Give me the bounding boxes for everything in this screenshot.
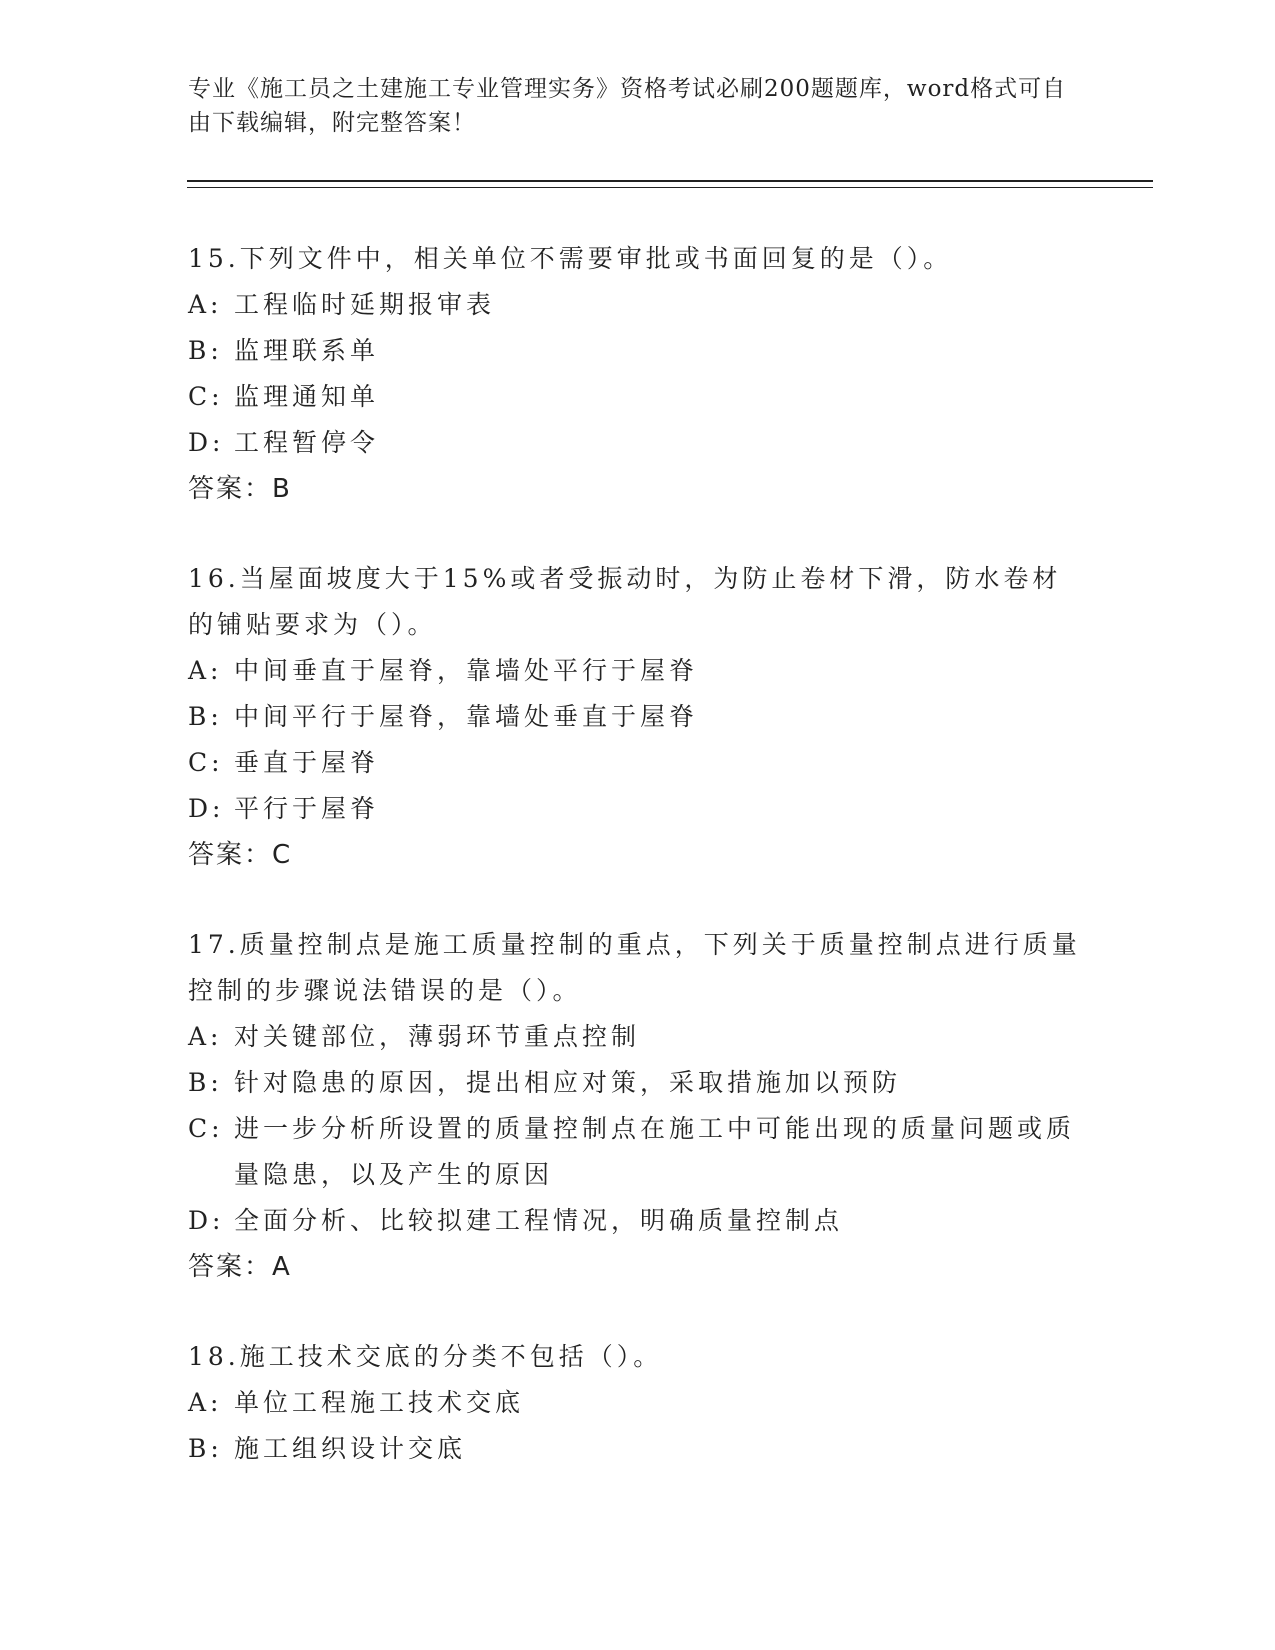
- option-letter: A:: [188, 290, 223, 319]
- option-letter: B:: [188, 702, 223, 731]
- option-c: [188, 1106, 1088, 1198]
- option-text: 对关键部位，薄弱环节重点控制: [234, 1022, 641, 1051]
- option-text: 中间平行于屋脊，靠墙处垂直于屋脊: [234, 702, 699, 731]
- option-a: [188, 648, 1088, 694]
- option-a: [188, 282, 1088, 328]
- option-letter: B:: [188, 336, 223, 365]
- option-d: [188, 420, 1088, 466]
- option-letter: A:: [188, 1388, 223, 1417]
- option-a: [188, 1380, 1088, 1426]
- option-b: [188, 694, 1088, 740]
- option-b: [188, 1426, 1088, 1472]
- question-18: [188, 1334, 1088, 1472]
- question-stem: 15.下列文件中，相关单位不需要审批或书面回复的是（）。: [188, 244, 953, 273]
- option-text: 监理联系单: [234, 336, 380, 365]
- option-text: 监理通知单: [234, 382, 380, 411]
- option-letter: C:: [188, 382, 224, 411]
- option-text: 施工组织设计交底: [234, 1434, 467, 1463]
- option-a: [188, 1014, 1088, 1060]
- option-text: 工程临时延期报审表: [234, 290, 496, 319]
- option-text: 平行于屋脊: [234, 794, 380, 823]
- option-letter: A:: [188, 1022, 223, 1051]
- option-d: [188, 1198, 1088, 1244]
- option-c: [188, 374, 1088, 420]
- option-letter: C:: [188, 748, 224, 777]
- option-letter: A:: [188, 656, 223, 685]
- option-b: [188, 328, 1088, 374]
- option-letter: D:: [188, 1206, 225, 1235]
- option-text: 全面分析、比较拟建工程情况，明确质量控制点: [234, 1206, 844, 1235]
- question-15: [188, 236, 1088, 512]
- option-letter: B:: [188, 1434, 223, 1463]
- option-c: [188, 740, 1088, 786]
- option-text: 工程暂停令: [234, 428, 380, 457]
- option-b: [188, 1060, 1088, 1106]
- option-d: [188, 786, 1088, 832]
- question-16: [188, 556, 1088, 878]
- option-text: 中间垂直于屋脊，靠墙处平行于屋脊: [234, 656, 699, 685]
- option-letter: D:: [188, 428, 225, 457]
- option-letter: B:: [188, 1068, 223, 1097]
- option-letter: C:: [188, 1114, 224, 1143]
- question-list: [188, 236, 1088, 1516]
- option-text: 进一步分析所设置的质量控制点在施工中可能出现的质量问题或质量隐患，以及产生的原因: [234, 1114, 1076, 1189]
- answer: 答案：A: [188, 1252, 292, 1282]
- question-17: [188, 922, 1088, 1290]
- answer: 答案：C: [188, 840, 293, 870]
- question-stem: 17.质量控制点是施工质量控制的重点，下列关于质量控制点进行质量控制的步骤说法错误的是（）。: [188, 930, 1081, 1005]
- option-text: 针对隐患的原因，提出相应对策，采取措施加以预防: [234, 1068, 902, 1097]
- document-header: 专业《施工员之土建施工专业管理实务》资格考试必刷200题题库，word格式可自由下载编辑，附完整答案！: [188, 76, 1067, 136]
- option-text: 单位工程施工技术交底: [234, 1388, 525, 1417]
- option-letter: D:: [188, 794, 225, 823]
- question-stem: 18.施工技术交底的分类不包括（）。: [188, 1342, 663, 1371]
- option-text: 垂直于屋脊: [234, 748, 380, 777]
- question-stem: 16.当屋面坡度大于15%或者受振动时，为防止卷材下滑，防水卷材的铺贴要求为（）。: [188, 564, 1062, 639]
- header-divider: [187, 180, 1153, 188]
- answer: 答案：B: [188, 474, 292, 504]
